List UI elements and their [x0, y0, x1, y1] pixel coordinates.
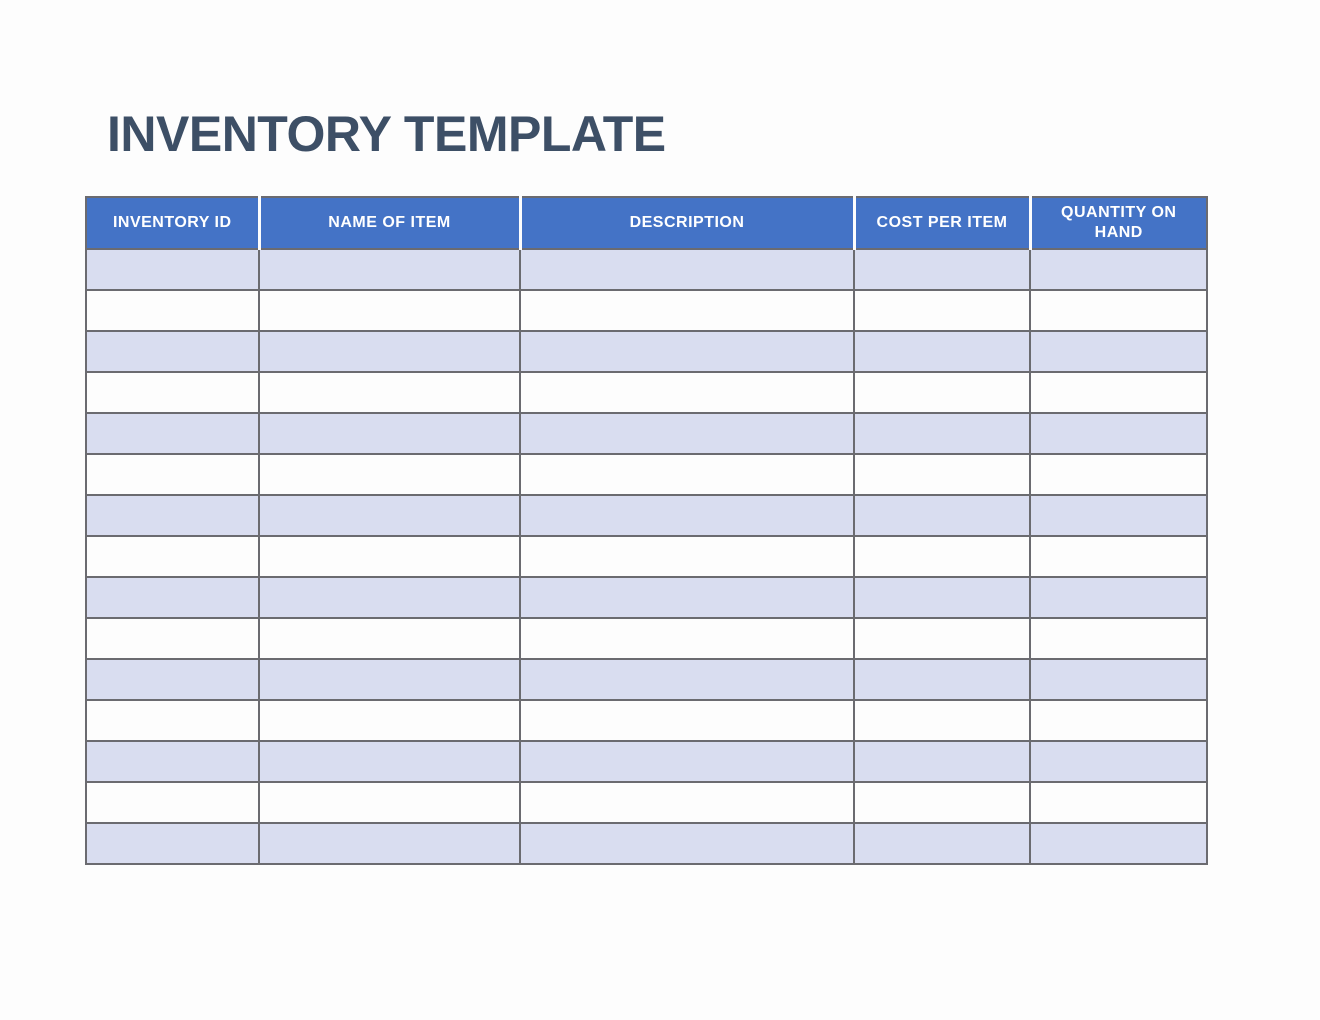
table-cell-inventory-id[interactable]	[86, 823, 259, 864]
column-header-inventory-id: INVENTORY ID	[86, 197, 259, 249]
table-cell-name-of-item[interactable]	[259, 659, 520, 700]
table-body	[86, 249, 1207, 864]
table-row	[86, 495, 1207, 536]
table-cell-cost-per-item[interactable]	[854, 372, 1030, 413]
table-cell-cost-per-item[interactable]	[854, 495, 1030, 536]
table-cell-quantity-on-hand[interactable]	[1030, 741, 1207, 782]
table-cell-quantity-on-hand[interactable]	[1030, 331, 1207, 372]
table-header	[86, 197, 1207, 249]
table-cell-cost-per-item[interactable]	[854, 249, 1030, 290]
table-cell-inventory-id[interactable]	[86, 577, 259, 618]
table-cell-quantity-on-hand[interactable]	[1030, 823, 1207, 864]
table-row	[86, 659, 1207, 700]
table-cell-description[interactable]	[520, 536, 854, 577]
table-cell-cost-per-item[interactable]	[854, 700, 1030, 741]
table-cell-description[interactable]	[520, 372, 854, 413]
table-cell-name-of-item[interactable]	[259, 290, 520, 331]
table-cell-inventory-id[interactable]	[86, 536, 259, 577]
table-row	[86, 618, 1207, 659]
table-row	[86, 700, 1207, 741]
table-cell-quantity-on-hand[interactable]	[1030, 495, 1207, 536]
table-cell-quantity-on-hand[interactable]	[1030, 618, 1207, 659]
table-cell-inventory-id[interactable]	[86, 495, 259, 536]
table-row	[86, 454, 1207, 495]
table-cell-name-of-item[interactable]	[259, 618, 520, 659]
table-cell-inventory-id[interactable]	[86, 741, 259, 782]
table-cell-inventory-id[interactable]	[86, 249, 259, 290]
table-cell-cost-per-item[interactable]	[854, 331, 1030, 372]
table-cell-name-of-item[interactable]	[259, 700, 520, 741]
table-cell-cost-per-item[interactable]	[854, 290, 1030, 331]
table-cell-inventory-id[interactable]	[86, 454, 259, 495]
table-cell-quantity-on-hand[interactable]	[1030, 372, 1207, 413]
table-cell-name-of-item[interactable]	[259, 741, 520, 782]
table-cell-name-of-item[interactable]	[259, 331, 520, 372]
table-cell-inventory-id[interactable]	[86, 618, 259, 659]
table-cell-name-of-item[interactable]	[259, 495, 520, 536]
table-row	[86, 782, 1207, 823]
column-header-description: DESCRIPTION	[520, 197, 854, 249]
table-row	[86, 372, 1207, 413]
table-cell-cost-per-item[interactable]	[854, 454, 1030, 495]
table-cell-description[interactable]	[520, 700, 854, 741]
header-row	[86, 197, 1207, 249]
table-row	[86, 249, 1207, 290]
table-cell-quantity-on-hand[interactable]	[1030, 454, 1207, 495]
table-cell-name-of-item[interactable]	[259, 782, 520, 823]
table-row	[86, 577, 1207, 618]
table-row	[86, 331, 1207, 372]
table-cell-inventory-id[interactable]	[86, 372, 259, 413]
table-cell-name-of-item[interactable]	[259, 413, 520, 454]
table-cell-description[interactable]	[520, 782, 854, 823]
table-cell-cost-per-item[interactable]	[854, 536, 1030, 577]
table-cell-cost-per-item[interactable]	[854, 741, 1030, 782]
table-cell-description[interactable]	[520, 823, 854, 864]
table-cell-name-of-item[interactable]	[259, 454, 520, 495]
table-cell-name-of-item[interactable]	[259, 536, 520, 577]
inventory-table	[85, 196, 1208, 865]
table-cell-quantity-on-hand[interactable]	[1030, 536, 1207, 577]
table-cell-description[interactable]	[520, 249, 854, 290]
table-cell-cost-per-item[interactable]	[854, 823, 1030, 864]
table-cell-quantity-on-hand[interactable]	[1030, 700, 1207, 741]
table-cell-description[interactable]	[520, 741, 854, 782]
table-cell-name-of-item[interactable]	[259, 823, 520, 864]
table-cell-description[interactable]	[520, 577, 854, 618]
column-header-cost-per-item: COST PER ITEM	[854, 197, 1030, 249]
table-cell-quantity-on-hand[interactable]	[1030, 782, 1207, 823]
table-cell-cost-per-item[interactable]	[854, 618, 1030, 659]
table-cell-description[interactable]	[520, 618, 854, 659]
table-cell-quantity-on-hand[interactable]	[1030, 290, 1207, 331]
table-row	[86, 823, 1207, 864]
table-cell-cost-per-item[interactable]	[854, 577, 1030, 618]
table-cell-inventory-id[interactable]	[86, 413, 259, 454]
table-cell-cost-per-item[interactable]	[854, 782, 1030, 823]
table-cell-description[interactable]	[520, 659, 854, 700]
table-cell-name-of-item[interactable]	[259, 249, 520, 290]
table-cell-quantity-on-hand[interactable]	[1030, 249, 1207, 290]
table-cell-description[interactable]	[520, 495, 854, 536]
table-cell-description[interactable]	[520, 331, 854, 372]
table-cell-cost-per-item[interactable]	[854, 413, 1030, 454]
table-cell-name-of-item[interactable]	[259, 577, 520, 618]
column-header-quantity-on-hand: QUANTITY ON HAND	[1030, 197, 1207, 249]
column-header-name-of-item: NAME OF ITEM	[259, 197, 520, 249]
table-cell-description[interactable]	[520, 413, 854, 454]
table-cell-inventory-id[interactable]	[86, 782, 259, 823]
table-cell-quantity-on-hand[interactable]	[1030, 413, 1207, 454]
table-cell-inventory-id[interactable]	[86, 659, 259, 700]
table-row	[86, 741, 1207, 782]
table-cell-description[interactable]	[520, 290, 854, 331]
page-title: INVENTORY TEMPLATE	[107, 106, 666, 162]
table-row	[86, 290, 1207, 331]
table-cell-inventory-id[interactable]	[86, 290, 259, 331]
table-row	[86, 536, 1207, 577]
table-row	[86, 413, 1207, 454]
table-cell-name-of-item[interactable]	[259, 372, 520, 413]
table-cell-cost-per-item[interactable]	[854, 659, 1030, 700]
table-cell-inventory-id[interactable]	[86, 700, 259, 741]
table-cell-description[interactable]	[520, 454, 854, 495]
table-cell-quantity-on-hand[interactable]	[1030, 577, 1207, 618]
table-cell-inventory-id[interactable]	[86, 331, 259, 372]
table-cell-quantity-on-hand[interactable]	[1030, 659, 1207, 700]
